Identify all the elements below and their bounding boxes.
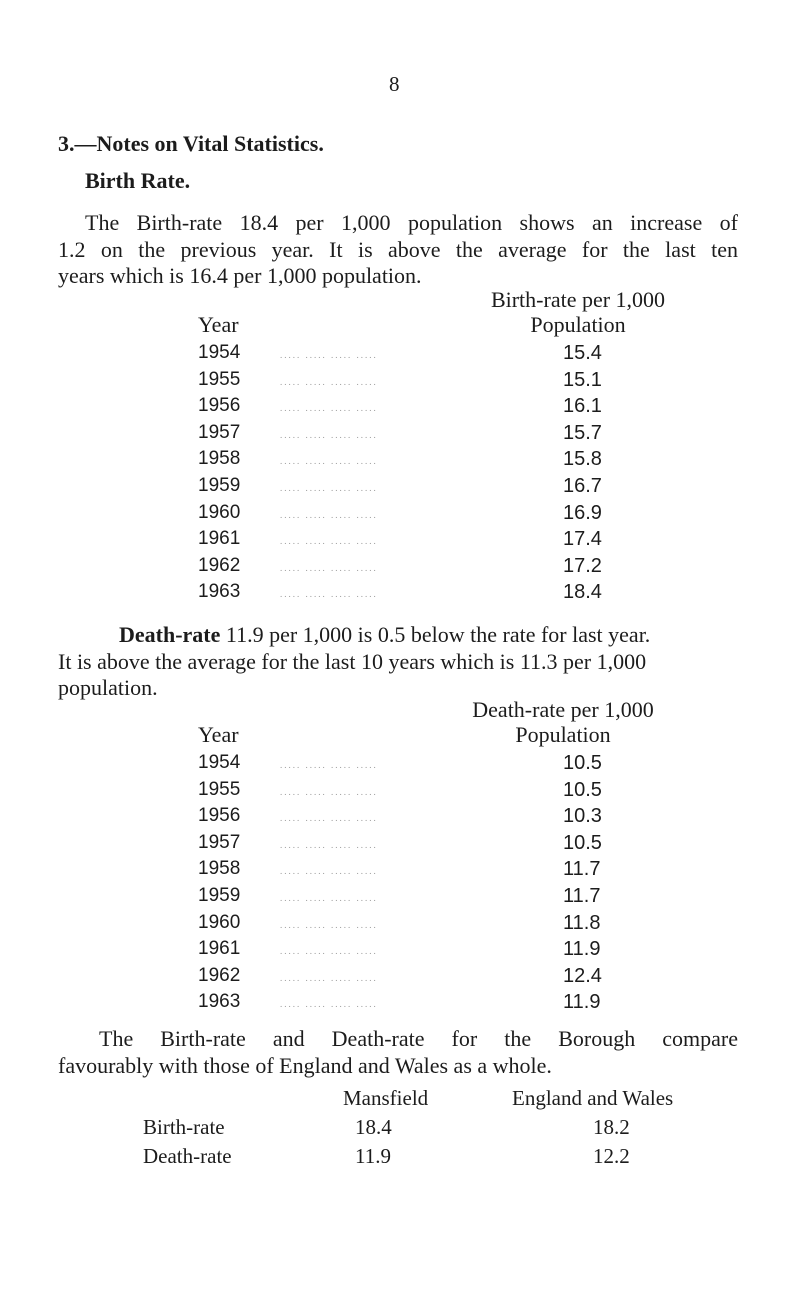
leader-dots: ..... ..... ..... .....	[280, 536, 378, 547]
year-cell: 1959	[198, 475, 241, 496]
rate-cell: 18.4	[563, 581, 602, 604]
rate-cell: 16.7	[563, 475, 602, 497]
leader-dots: ..... ..... ..... .....	[280, 509, 378, 520]
rate-cell: 16.1	[563, 395, 602, 418]
leader-dots: ..... ..... ..... .....	[280, 429, 378, 440]
leader-dots: ..... ..... ..... .....	[280, 919, 378, 930]
leader-dots: ..... ..... ..... .....	[280, 813, 378, 824]
rate-cell: 17.4	[563, 528, 602, 551]
england-wales-death-value: 12.2	[593, 1144, 630, 1168]
table-row	[0, 502, 800, 528]
mansfield-birth-value: 18.4	[355, 1115, 392, 1139]
birth-rate-heading: Birth Rate.	[85, 168, 191, 193]
year-cell: 1963	[198, 581, 241, 603]
death-rate-column-header	[433, 697, 693, 747]
paragraph-line: The Birth-rate and Death-rate for the Borough compare	[99, 1026, 738, 1051]
rate-cell: 17.2	[563, 554, 602, 577]
table-row	[0, 369, 800, 395]
year-cell: 1956	[198, 395, 241, 417]
rate-cell: 10.5	[563, 778, 602, 801]
england-wales-column-header: England and Wales	[512, 1086, 674, 1110]
leader-dots: ..... ..... ..... .....	[280, 999, 378, 1010]
leader-dots: ..... ..... ..... .....	[280, 562, 378, 573]
table-row	[0, 581, 800, 607]
table-row	[0, 422, 800, 448]
table-row	[0, 528, 800, 554]
table-row	[0, 779, 800, 805]
rate-cell: 11.7	[563, 858, 601, 881]
table-row	[0, 475, 800, 501]
year-cell: 1954	[198, 752, 241, 773]
leader-dots: ..... ..... ..... .....	[280, 483, 378, 493]
year-cell: 1955	[198, 368, 241, 390]
leader-dots: ..... ..... ..... .....	[280, 350, 378, 360]
leader-dots: ..... ..... ..... .....	[280, 786, 378, 797]
table-row	[0, 832, 800, 858]
leader-dots: ..... ..... ..... .....	[280, 839, 378, 850]
rate-cell: 10.5	[563, 752, 602, 774]
table-row	[0, 555, 800, 581]
death-rate-lead: Death-rate	[119, 622, 221, 647]
rate-cell: 10.3	[563, 805, 602, 828]
paragraph-line: years which is 16.4 per 1,000 population.	[58, 263, 422, 288]
leader-dots: ..... ..... ..... .....	[280, 972, 378, 983]
year-cell: 1954	[198, 342, 241, 363]
paragraph-line: 1.2 on the previous year. It is above the average for the last ten	[58, 236, 738, 262]
year-cell: 1962	[198, 554, 241, 576]
birth-rate-column-header	[448, 287, 708, 337]
comparison-label-death: Death-rate	[143, 1144, 232, 1168]
table-row	[0, 938, 800, 964]
rate-cell: 16.9	[563, 501, 602, 524]
page-number: 8	[389, 72, 400, 96]
paragraph-line: favourably with those of England and Wales as a whole.	[58, 1052, 552, 1078]
leader-dots: ..... ..... ..... .....	[280, 376, 378, 387]
comparison-label-birth: Birth-rate	[143, 1115, 225, 1139]
year-cell: 1955	[198, 778, 241, 800]
rate-cell: 15.1	[563, 368, 602, 391]
paragraph-line	[58, 622, 738, 649]
table-row	[0, 858, 800, 884]
england-wales-birth-value: 18.2	[593, 1115, 630, 1139]
birth-rate-paragraph	[58, 210, 738, 290]
year-cell: 1960	[198, 501, 241, 523]
rate-cell: 11.9	[563, 938, 601, 961]
year-cell: 1962	[198, 964, 241, 986]
section-heading: 3.—Notes on Vital Statistics.	[58, 131, 324, 156]
paragraph-line: population.	[58, 675, 158, 700]
death-rate-lead-rest: 11.9 per 1,000 is 0.5 below the rate for last year.	[220, 622, 651, 647]
leader-dots: ..... ..... ..... .....	[280, 866, 378, 877]
column-header-line: Population	[530, 312, 626, 337]
year-cell: 1957	[198, 831, 241, 853]
table-row	[0, 991, 800, 1017]
year-cell: 1960	[198, 911, 241, 933]
rate-cell: 12.4	[563, 964, 602, 987]
leader-dots: ..... ..... ..... .....	[280, 456, 378, 467]
table-row	[0, 342, 800, 368]
year-column-header: Year	[198, 722, 239, 747]
comparison-paragraph	[58, 1026, 738, 1079]
death-rate-paragraph	[58, 622, 738, 702]
table-row	[0, 805, 800, 831]
column-header-line: Birth-rate per 1,000	[490, 287, 666, 312]
paragraph-line: It is above the average for the last 10 years which is 11.3 per 1,000	[58, 648, 647, 674]
rate-cell: 15.7	[563, 421, 602, 444]
table-row	[0, 885, 800, 911]
year-cell: 1956	[198, 805, 241, 827]
table-row	[0, 912, 800, 938]
rate-cell: 11.7	[563, 885, 601, 907]
table-row	[0, 965, 800, 991]
leader-dots: ..... ..... ..... .....	[280, 403, 378, 414]
year-cell: 1958	[198, 448, 241, 470]
leader-dots: ..... ..... ..... .....	[280, 893, 378, 903]
year-cell: 1963	[198, 991, 241, 1013]
year-cell: 1958	[198, 858, 241, 880]
year-cell: 1961	[198, 938, 241, 960]
rate-cell: 10.5	[563, 831, 602, 854]
leader-dots: ..... ..... ..... .....	[280, 946, 378, 957]
column-header-line: Death-rate per 1,000	[472, 697, 654, 722]
table-row	[0, 448, 800, 474]
column-header-line: Population	[515, 722, 611, 747]
year-cell: 1957	[198, 421, 241, 443]
rate-cell: 15.8	[563, 448, 602, 471]
year-column-header: Year	[198, 312, 239, 337]
rate-cell: 11.8	[563, 911, 601, 934]
paragraph-line: The Birth-rate 18.4 per 1,000 population shows an increase of	[85, 210, 738, 235]
table-row	[0, 752, 800, 778]
mansfield-column-header: Mansfield	[343, 1086, 429, 1110]
leader-dots: ..... ..... ..... .....	[280, 760, 378, 770]
rate-cell: 15.4	[563, 342, 602, 364]
leader-dots: ..... ..... ..... .....	[280, 589, 378, 600]
year-cell: 1961	[198, 528, 241, 550]
table-row	[0, 395, 800, 421]
mansfield-death-value: 11.9	[355, 1144, 391, 1168]
year-cell: 1959	[198, 885, 241, 906]
rate-cell: 11.9	[563, 991, 601, 1014]
